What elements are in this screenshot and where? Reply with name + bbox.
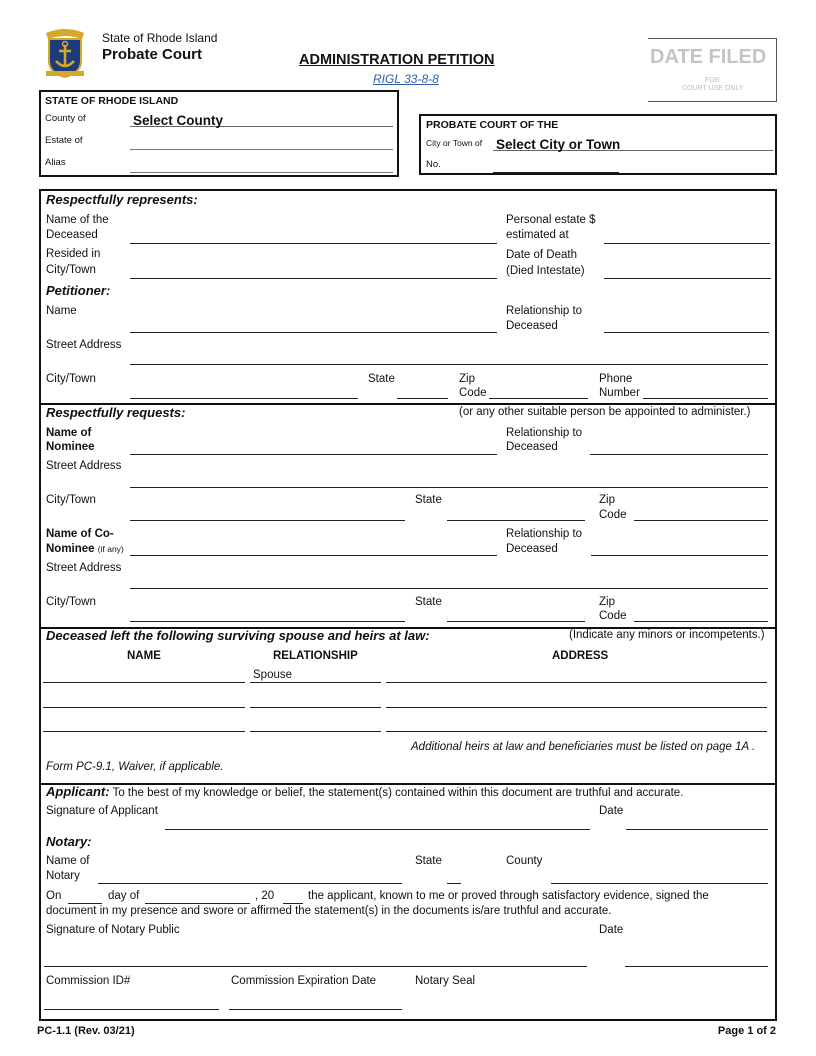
if-any-label: (if any) (97, 544, 124, 554)
petitioner-name-label: Name (46, 305, 77, 317)
nominee-street-label: Street Address (46, 460, 122, 472)
county-select[interactable] (130, 112, 393, 127)
heir-address-field[interactable] (386, 717, 767, 732)
nominee-relationship-field[interactable] (590, 440, 768, 455)
personal-estate-label: Personal estate $ (506, 214, 596, 226)
notary-heading: Notary: (46, 834, 92, 849)
year-prefix-label: , 20 (255, 890, 275, 902)
col-relationship-header: RELATIONSHIP (273, 650, 358, 662)
county-label: County of (45, 113, 86, 124)
heir-relationship-field[interactable] (250, 693, 381, 708)
state-heading: STATE OF RHODE ISLAND (45, 95, 179, 107)
applicant-statement: To the best of my knowledge or belief, the statement(s) contained within this document are truthful and accurate. (112, 787, 684, 799)
no-label: No. (426, 159, 441, 170)
case-number-field[interactable] (493, 158, 619, 173)
nominee-city-label: City/Town (46, 494, 96, 506)
heir-relationship-field[interactable] (250, 668, 381, 683)
col-name-header: NAME (127, 650, 161, 662)
nominee-name-label: Nominee (46, 441, 95, 453)
petitioner-city-label: City/Town (46, 373, 96, 385)
statute-link[interactable]: RIGL 33-8-8 (373, 72, 439, 86)
court-name: Probate Court (102, 46, 203, 63)
nominee-city-field[interactable] (130, 506, 405, 521)
applicant-date-label: Date (599, 805, 624, 817)
resided-field[interactable] (130, 264, 497, 279)
date-of-death-field[interactable] (604, 264, 771, 279)
rhode-island-seal-logo (38, 27, 92, 79)
additional-heirs-note: Additional heirs at law and beneficiaries must be listed on page 1A . (411, 741, 756, 753)
applicant-signature-field[interactable] (165, 815, 590, 830)
nominee-name-field[interactable] (130, 440, 497, 455)
nominee-name-label: Name of (46, 427, 92, 439)
heir-name-field[interactable] (43, 717, 245, 732)
applicant-heading: Applicant: (46, 784, 110, 799)
co-nominee-street-field[interactable] (130, 574, 768, 589)
nominee-relationship-label: Deceased (506, 441, 558, 453)
notary-name-field[interactable] (98, 869, 402, 884)
page-number: Page 1 of 2 (717, 1025, 776, 1037)
co-nominee-relationship-field[interactable] (591, 541, 768, 556)
co-nominee-zip-label: Zip (599, 596, 615, 608)
on-label: On (46, 890, 62, 902)
nominee-state-label: State (415, 494, 442, 506)
commission-id-label: Commission ID# (46, 975, 131, 987)
page-title: ADMINISTRATION PETITION (299, 52, 495, 68)
applicant-date-field[interactable] (626, 815, 768, 830)
for-label: FOR (705, 77, 720, 84)
co-nominee-name-label: Nominee (46, 543, 95, 555)
notary-date-field[interactable] (625, 952, 768, 967)
petitioner-zip-label: Code (459, 387, 487, 399)
requests-heading: Respectfully requests: (46, 405, 186, 420)
co-nominee-state-field[interactable] (447, 607, 585, 622)
notary-name-label: Notary (46, 870, 80, 882)
co-nominee-relationship-label: Relationship to (506, 528, 583, 540)
notary-year-field[interactable] (283, 889, 303, 904)
petitioner-phone-label: Phone (599, 373, 633, 385)
notary-date-label: Date (599, 924, 624, 936)
nominee-zip-label: Code (599, 509, 627, 521)
alias-field[interactable] (130, 158, 393, 173)
petitioner-phone-label: Number (599, 387, 640, 399)
notary-day-field[interactable] (68, 889, 102, 904)
notary-month-field[interactable] (145, 889, 250, 904)
petitioner-state-label: State (368, 373, 395, 385)
notary-seal-label: Notary Seal (415, 975, 476, 987)
resided-label: Resided in (46, 248, 101, 260)
nominee-relationship-label: Relationship to (506, 427, 583, 439)
date-of-death-label: Date of Death (506, 249, 577, 261)
co-nominee-street-label: Street Address (46, 562, 122, 574)
petitioner-name-field[interactable] (130, 318, 497, 333)
co-nominee-name-field[interactable] (130, 541, 497, 556)
spouse-label: Spouse (253, 669, 293, 681)
notary-signature-label: Signature of Notary Public (46, 924, 180, 936)
co-nominee-zip-label: Code (599, 610, 627, 622)
heir-relationship-field[interactable] (250, 717, 381, 732)
col-address-header: ADDRESS (552, 650, 609, 662)
city-value: Select City or Town (496, 137, 621, 152)
co-nominee-city-field[interactable] (130, 607, 405, 622)
commission-expiration-label: Commission Expiration Date (231, 975, 377, 987)
petitioner-relationship-label: Deceased (506, 320, 558, 332)
notary-county-label: County (506, 855, 543, 867)
nominee-street-field[interactable] (130, 473, 768, 488)
notary-state-label: State (415, 855, 442, 867)
estate-field[interactable] (130, 135, 393, 150)
petitioner-heading: Petitioner: (46, 283, 111, 298)
date-filed-label: DATE FILED (650, 46, 767, 68)
day-of-label: day of (108, 890, 140, 902)
waiver-note: Form PC-9.1, Waiver, if applicable. (46, 761, 224, 773)
co-nominee-state-label: State (415, 596, 442, 608)
heir-address-field[interactable] (386, 693, 767, 708)
nominee-zip-field[interactable] (634, 506, 768, 521)
date-of-death-label: (Died Intestate) (506, 265, 585, 277)
co-nominee-zip-field[interactable] (634, 607, 768, 622)
probate-court-heading: PROBATE COURT OF THE (426, 119, 559, 131)
petitioner-zip-label: Zip (459, 373, 475, 385)
deceased-name-label: Deceased (46, 229, 98, 241)
form-number: PC-1.1 (Rev. 03/21) (37, 1025, 135, 1037)
petitioner-zip-field[interactable] (489, 384, 588, 399)
heirs-note: (Indicate any minors or incompetents.) (569, 629, 765, 641)
county-value: Select County (133, 113, 224, 128)
petitioner-city-field[interactable] (130, 384, 358, 399)
city-label: City or Town of (426, 138, 483, 148)
alias-label: Alias (45, 157, 66, 168)
nominee-zip-label: Zip (599, 494, 615, 506)
petitioner-state-field[interactable] (397, 384, 448, 399)
petitioner-relationship-label: Relationship to (506, 305, 583, 317)
commission-id-field[interactable] (44, 995, 219, 1010)
notary-state-field[interactable] (447, 869, 461, 884)
acknowledgment-text: document in my presence and swore or affirmed the statement(s) in the documents is/are truthful and accurate. (46, 905, 612, 917)
heirs-heading: Deceased left the following surviving spouse and heirs at law: (46, 628, 430, 643)
notary-name-label: Name of (46, 855, 90, 867)
co-nominee-relationship-label: Deceased (506, 543, 558, 555)
represents-heading: Respectfully represents: (46, 192, 198, 207)
heir-name-field[interactable] (43, 693, 245, 708)
resided-label: City/Town (46, 264, 96, 276)
notary-county-field[interactable] (551, 869, 768, 884)
court-use-only-label: COURT USE ONLY (682, 85, 744, 92)
petitioner-street-field[interactable] (130, 350, 768, 365)
state-name: State of Rhode Island (102, 31, 218, 45)
nominee-state-field[interactable] (447, 506, 585, 521)
personal-estate-field[interactable] (604, 229, 770, 244)
heir-address-field[interactable] (386, 668, 767, 683)
heir-name-field[interactable] (43, 668, 245, 683)
petitioner-street-label: Street Address (46, 339, 122, 351)
deceased-name-field[interactable] (130, 229, 497, 244)
petitioner-phone-field[interactable] (643, 384, 768, 399)
deceased-name-label: Name of the (46, 214, 109, 226)
petitioner-relationship-field[interactable] (604, 318, 769, 333)
commission-expiration-field[interactable] (229, 995, 402, 1010)
requests-note: (or any other suitable person be appointed to administer.) (459, 406, 751, 418)
estate-label: Estate of (45, 135, 83, 146)
date-filed-box (648, 38, 777, 102)
notary-signature-field[interactable] (44, 952, 587, 967)
applicant-signature-label: Signature of Applicant (46, 805, 158, 817)
personal-estate-label: estimated at (506, 229, 569, 241)
co-nominee-name-label: Name of Co- (46, 528, 114, 540)
co-nominee-city-label: City/Town (46, 596, 96, 608)
acknowledgment-text: the applicant, known to me or proved through satisfactory evidence, signed the (308, 890, 709, 902)
city-select[interactable] (493, 136, 773, 151)
